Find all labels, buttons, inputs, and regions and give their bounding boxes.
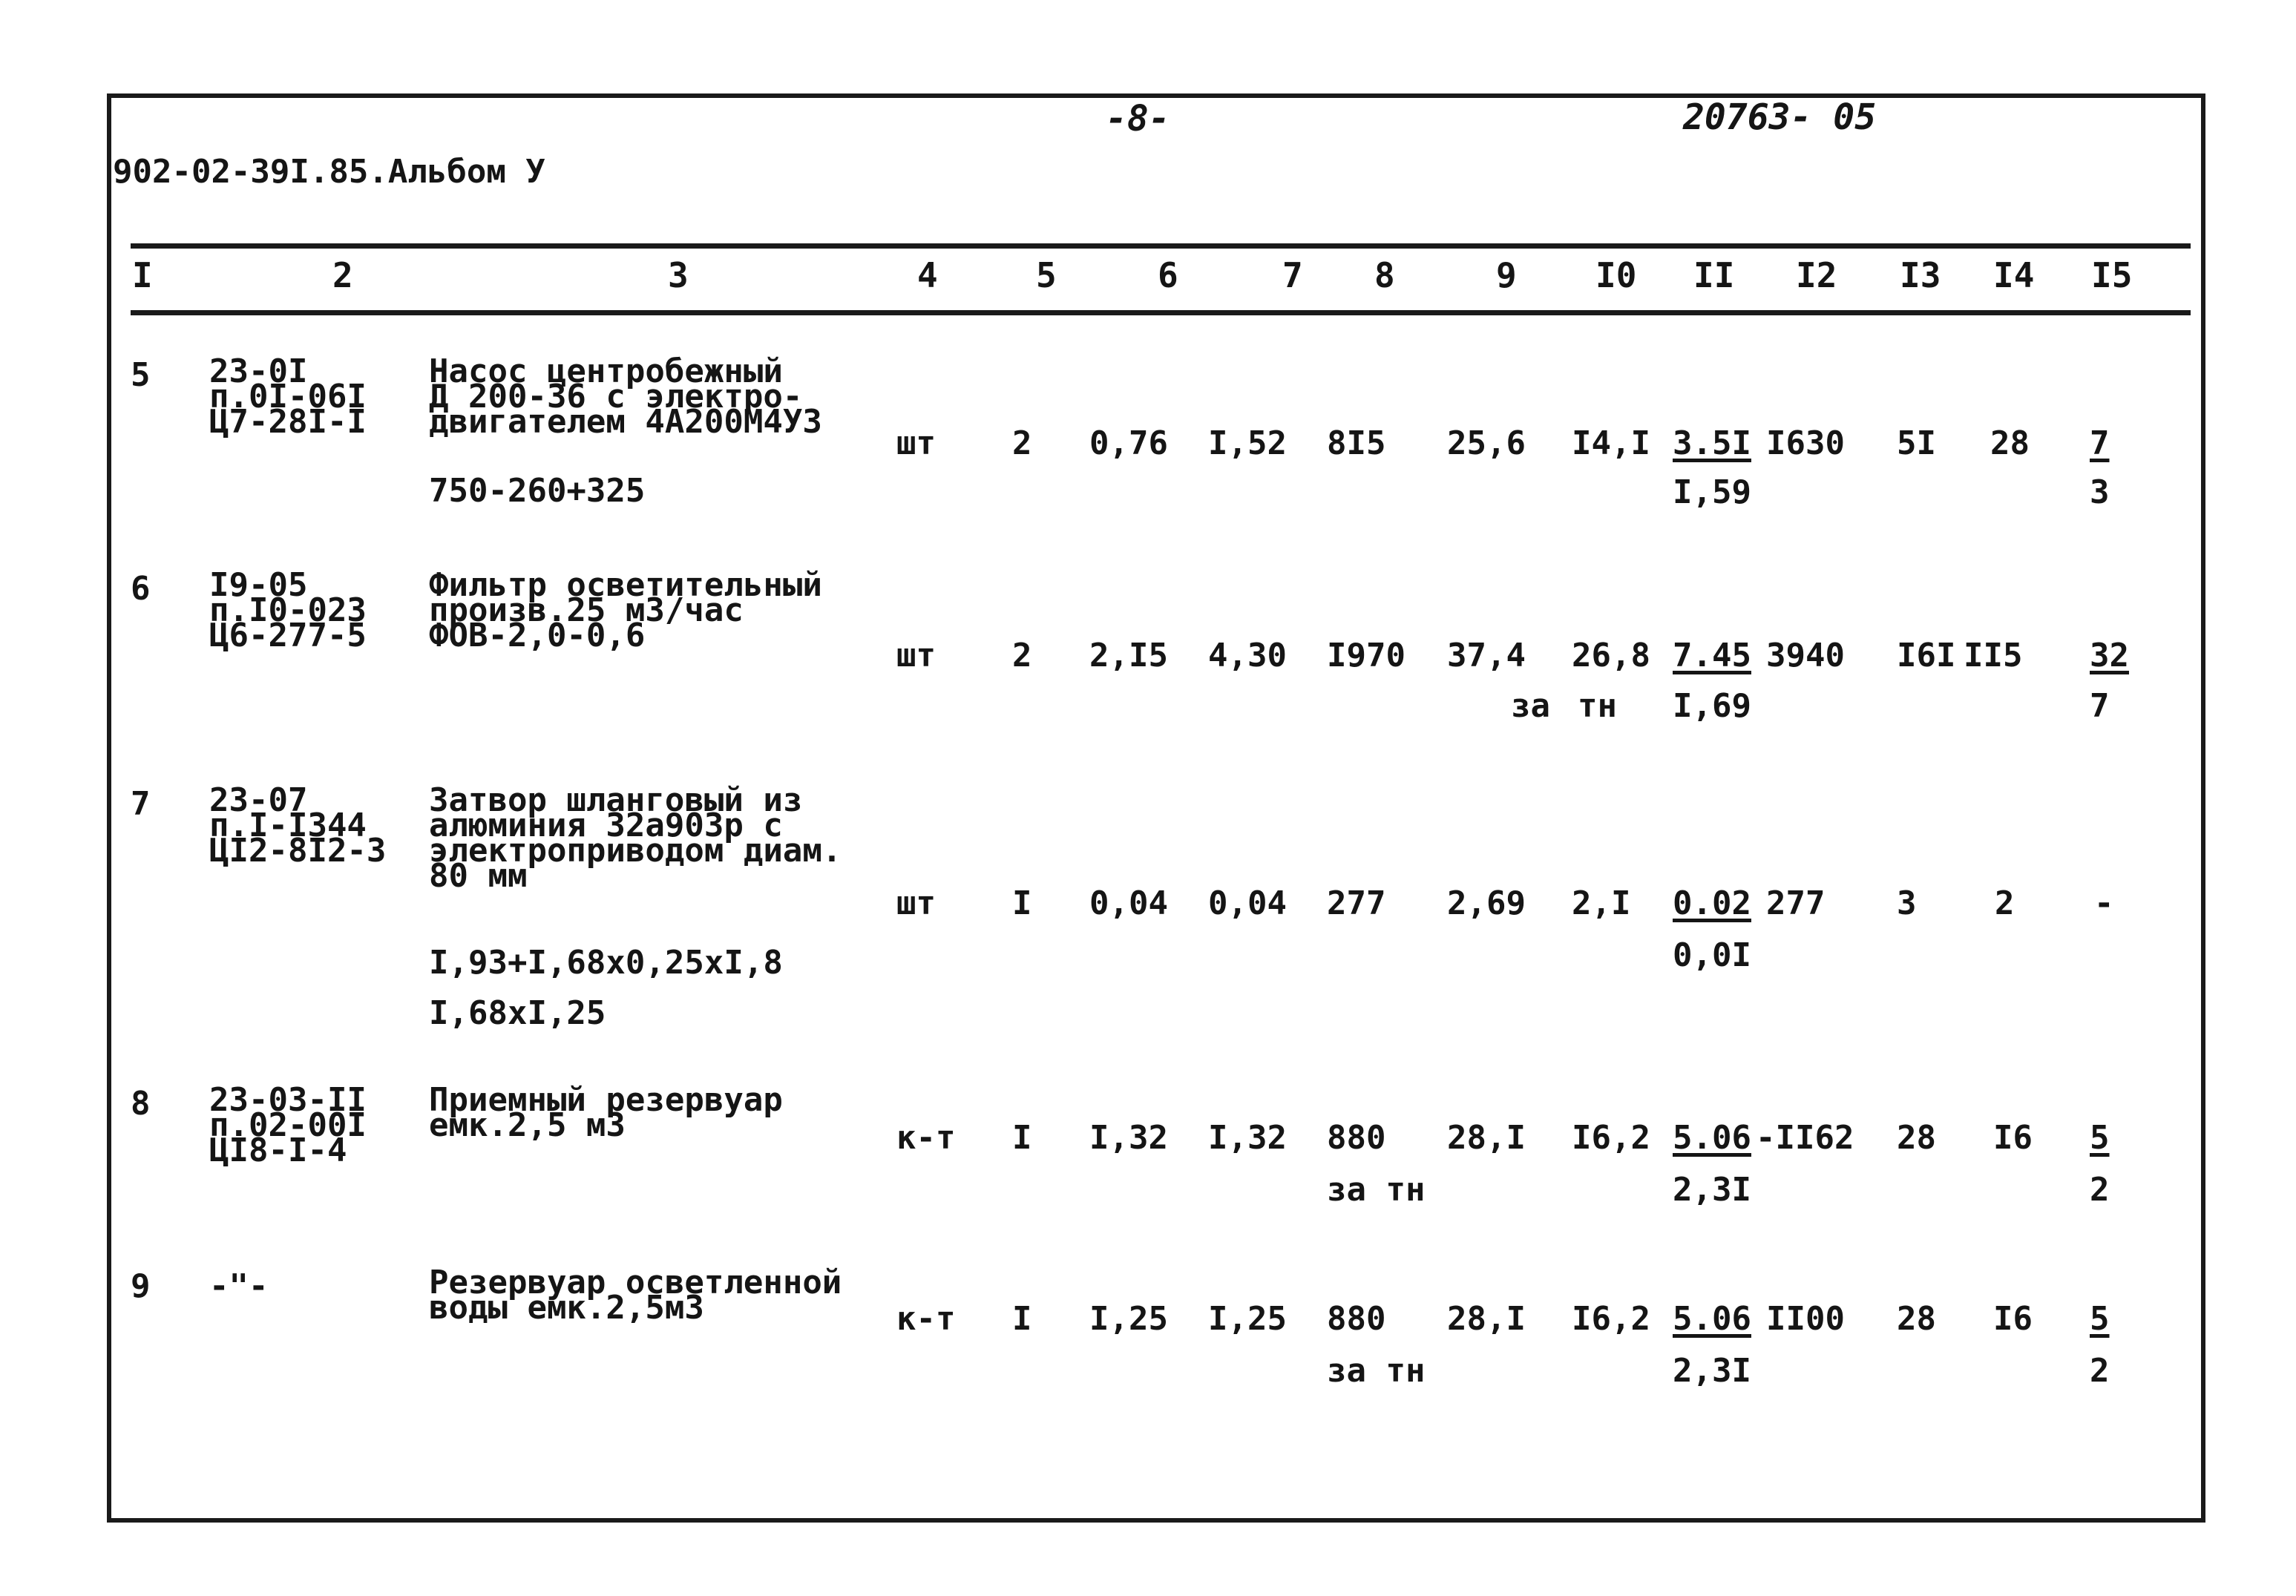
item-name: Фильтр осветительный произв.25 м3/час ФОВ-2,0-0,6 [429, 566, 822, 654]
col-8-value: I970 [1327, 637, 1406, 674]
col-13-value: 28 [1897, 1119, 1936, 1157]
col-11-bottom: 2,3I [1673, 1352, 1751, 1390]
col-header-13: I3 [1900, 255, 1941, 295]
col-6-value: 0,04 [1089, 884, 1168, 922]
col-14-value: I6 [1993, 1300, 2033, 1338]
price-code: 23-0I п.0I-06I Ц7-28I-I [209, 352, 367, 441]
unit: шт [896, 424, 936, 462]
col-11-top: 5.06 [1673, 1119, 1751, 1157]
row-number: 5 [131, 356, 151, 394]
col-15-bottom: 7 [2090, 687, 2110, 725]
col-8-value: 880 [1327, 1300, 1386, 1338]
col-9-value: 28,I [1447, 1300, 1526, 1338]
col-12-value: II00 [1766, 1300, 1845, 1338]
col-15-bottom: 2 [2090, 1171, 2110, 1209]
col-6-value: I,32 [1089, 1119, 1168, 1157]
quantity: I [1012, 1300, 1032, 1338]
col-13-value: 28 [1897, 1300, 1936, 1338]
col-7-value: 4,30 [1208, 637, 1287, 674]
col-15-top: 5 [2090, 1300, 2110, 1338]
col-11-top: 5.06 [1673, 1300, 1751, 1338]
col-header-14: I4 [1993, 255, 2035, 295]
item-dimensions: 750-260+325 [429, 472, 646, 510]
col-9-value: 25,6 [1447, 424, 1526, 462]
price-code: 23-07 п.I-I344 ЦI2-8I2-3 [209, 781, 387, 870]
item-name: Затвор шланговый из алюминия 32а903р с электроприводом диам. 80 мм [429, 781, 842, 895]
col-12-value: 277 [1766, 884, 1826, 922]
col-12-value: -II62 [1756, 1119, 1854, 1157]
col-15-top: 32 [2090, 637, 2129, 674]
row-number: 9 [131, 1267, 151, 1305]
col-6-value: I,25 [1089, 1300, 1168, 1338]
col-header-6: 6 [1158, 255, 1178, 295]
col-8-value: 8I5 [1327, 424, 1386, 462]
col-13-value: I6I [1897, 637, 1956, 674]
col-header-9: 9 [1496, 255, 1517, 295]
col-header-4: 4 [917, 255, 938, 295]
item-name: Насос центробежный Д 200-36 с электро- двигателем 4А200М4У3 [429, 352, 822, 441]
col-10-value: I6,2 [1572, 1119, 1650, 1157]
col-12-value: I630 [1766, 424, 1845, 462]
col-7-value: I,25 [1208, 1300, 1287, 1338]
col-14-value: 28 [1990, 424, 2030, 462]
col-15-bottom: 3 [2090, 473, 2110, 511]
document-number: 20763- 05 [1683, 96, 1877, 138]
col-9-value: 2,69 [1447, 884, 1526, 922]
col-11-top: 3.5I [1673, 424, 1751, 462]
col-15-bottom: 2 [2090, 1352, 2110, 1390]
item-name: Приемный резервуар емк.2,5 м3 [429, 1081, 783, 1144]
unit: к-т [896, 1119, 956, 1157]
col-header-2: 2 [332, 255, 353, 295]
col-7-value: I,52 [1208, 424, 1287, 462]
col-15-value: - [2094, 884, 2114, 922]
col-12-value: 3940 [1766, 637, 1845, 674]
col-8-note: за тн [1327, 1171, 1426, 1209]
album-title: 902-02-39I.85.Альбом У [113, 153, 545, 191]
unit: шт [896, 884, 936, 922]
col-14-value: 2 [1995, 884, 2015, 922]
price-code: 23-03-II п.02-00I ЦI8-I-4 [209, 1081, 367, 1169]
col-11-top: 7.45 [1673, 637, 1751, 674]
col-header-12: I2 [1796, 255, 1837, 295]
col-8-value: 277 [1327, 884, 1386, 922]
col-15-top: 7 [2090, 424, 2110, 462]
col-11-bottom: 0,0I [1673, 936, 1751, 974]
col-header-15: I5 [2091, 255, 2133, 295]
col-6-value: 0,76 [1089, 424, 1168, 462]
quantity: 2 [1012, 424, 1032, 462]
col-10-note: тн [1578, 687, 1617, 725]
col-10-value: 26,8 [1572, 637, 1650, 674]
row-number: 7 [131, 785, 151, 823]
col-9-value: 28,I [1447, 1119, 1526, 1157]
item-name: Резервуар осветленной воды емк.2,5м3 [429, 1264, 842, 1327]
col-header-11: II [1693, 255, 1735, 295]
quantity: I [1012, 1119, 1032, 1157]
col-8-value: 880 [1327, 1119, 1386, 1157]
col-11-bottom: I,69 [1673, 687, 1751, 725]
col-10-value: 2,I [1572, 884, 1631, 922]
col-6-value: 2,I5 [1089, 637, 1168, 674]
col-header-1: I [132, 255, 153, 295]
col-8-note: за тн [1327, 1352, 1426, 1390]
unit: шт [896, 637, 936, 674]
col-header-10: I0 [1595, 255, 1637, 295]
price-code: -"- [209, 1267, 269, 1305]
quantity: I [1012, 884, 1032, 922]
col-header-7: 7 [1282, 255, 1303, 295]
col-11-top: 0.02 [1673, 884, 1751, 922]
col-13-value: 5I [1897, 424, 1936, 462]
table-header-rule [131, 310, 2191, 315]
col-10-value: I4,I [1572, 424, 1650, 462]
col-11-bottom: I,59 [1673, 473, 1751, 511]
col-header-3: 3 [668, 255, 689, 295]
col-11-bottom: 2,3I [1673, 1171, 1751, 1209]
table-top-rule [131, 243, 2191, 249]
item-dimensions: I,93+I,68x0,25xI,8 I,68xI,25 [429, 944, 783, 1032]
row-number: 8 [131, 1085, 151, 1123]
col-header-5: 5 [1036, 255, 1057, 295]
col-9-value: 37,4 [1447, 637, 1526, 674]
col-7-value: 0,04 [1208, 884, 1287, 922]
col-9-note: за [1511, 687, 1550, 725]
col-15-top: 5 [2090, 1119, 2110, 1157]
col-14-value: I6 [1993, 1119, 2033, 1157]
unit: к-т [896, 1300, 956, 1338]
col-7-value: I,32 [1208, 1119, 1287, 1157]
col-header-8: 8 [1374, 255, 1395, 295]
price-code: I9-05 п.I0-023 Ц6-277-5 [209, 566, 367, 654]
col-14-value: II5 [1964, 637, 2023, 674]
page-number: -8- [1106, 98, 1170, 139]
col-10-value: I6,2 [1572, 1300, 1650, 1338]
row-number: 6 [131, 570, 151, 608]
quantity: 2 [1012, 637, 1032, 674]
col-13-value: 3 [1897, 884, 1917, 922]
